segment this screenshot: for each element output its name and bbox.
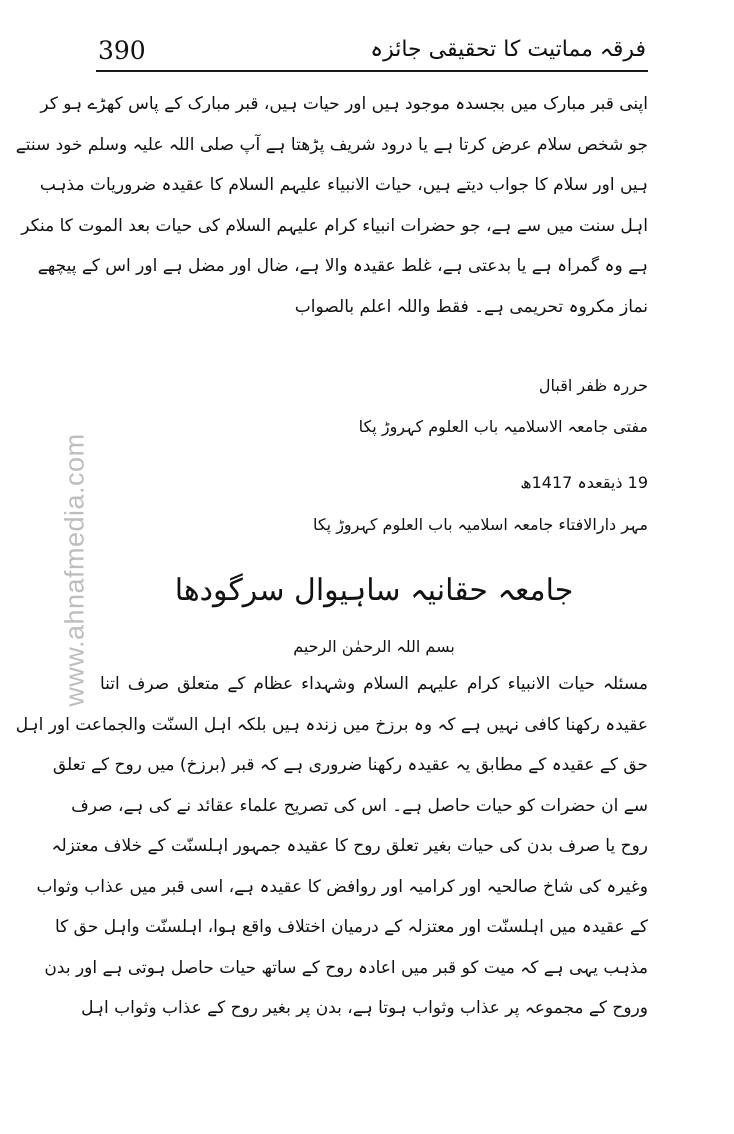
header-rule — [96, 70, 648, 72]
text-line: کے عقیدہ میں اہلسنّت اور معتزلہ کے درمیان اختلاف واقع ہوا، اہلسنّت واہل حق کا — [55, 917, 648, 937]
text-line: عقیدہ رکھنا کافی نہیں ہے کہ وہ برزخ میں زندہ ہیں بلکہ اہل السنّت والجماعت اور اہل — [15, 714, 648, 735]
page-number: 390 — [98, 36, 146, 65]
text-line: ہیں اور سلام کا جواب دیتے ہیں، حیات الانبیاء علیہم السلام کا عقیدہ ضروریات مذہب — [39, 175, 648, 195]
text-line: مذہب یہی ہے کہ میت کو قبر میں اعادہ روح کے ساتھ حیات حاصل ہوتی ہے اور بدن — [44, 957, 648, 978]
signature-date: 19 ذیقعدہ 1417ھ — [520, 473, 648, 492]
text-line: اہل سنت میں سے ہے، جو حضرات انبیاء کرام علیہم السلام کی حیات بعد الموت کا منکر — [21, 215, 648, 236]
text-line: وغیرہ کی شاخ صالحیہ اور کرامیہ اور روافض کا عقیدہ ہے، اسی قبر میں عذاب وثواب — [36, 876, 648, 897]
text-line: ہے وہ گمراہ ہے یا بدعتی ہے، غلط عقیدہ والا ہے، ضال اور مضل ہے اور اس کے پیچھے — [37, 256, 648, 276]
section-heading: جامعہ حقانیہ ساہیوال سرگودھا — [174, 573, 574, 608]
text-line: وروح کے مجموعہ پر عذاب وثواب ہوتا ہے، بدن پر بغیر روح کے عذاب وثواب اہل — [81, 998, 648, 1018]
text-line: مسئلہ حیات الانبیاء کرام علیہم السلام وشہداء عظام کے متعلق صرف اتنا — [100, 674, 648, 694]
text-line: حق کے عقیدہ کے مطابق یہ عقیدہ رکھنا ضروری ہے کہ قبر (برزخ) میں روح کے تعلق — [52, 755, 648, 775]
signature-title: مفتی جامعہ الاسلامیہ باب العلوم کہروڑ پکا — [358, 417, 648, 436]
bismillah: بسم اللہ الرحمٰن الرحیم — [293, 637, 455, 656]
signature-seal: مہر دارالافتاء جامعہ اسلامیہ باب العلوم کہروڑ پکا — [312, 515, 648, 534]
running-title: فرقہ مماتیت کا تحقیقی جائزہ — [370, 37, 646, 62]
text-line: سے ان حضرات کو حیات حاصل ہے۔ اس کی تصریح علماء عقائد نے کی ہے، صرف — [71, 795, 648, 816]
paragraph-masala — [15, 664, 648, 1029]
signature-author: حررہ ظفر اقبال — [538, 376, 648, 395]
text-line: روح یا صرف بدن کی حیات بغیر تعلق روح کا عقیدہ جمہور اہلسنّت کے خلاف معتزلہ — [51, 836, 648, 856]
text-line: نماز مکروہ تحریمی ہے۔ فقط واللہ اعلم بالصواب — [294, 296, 648, 317]
page-header — [98, 30, 646, 74]
text-line: اپنی قبر مبارک میں بجسدہ موجود ہیں اور حیات ہیں، قبر مبارک کے پاس کھڑے ہو کر — [40, 94, 648, 114]
watermark-text: www.ahnafmedia.com — [59, 433, 90, 707]
text-line: جو شخص سلام عرض کرتا ہے یا درود شریف پڑھتا ہے آپ صلی اللہ علیہ وسلم خود سنتے — [15, 134, 648, 155]
paragraph-fatwa — [15, 84, 648, 327]
watermark — [57, 395, 93, 745]
